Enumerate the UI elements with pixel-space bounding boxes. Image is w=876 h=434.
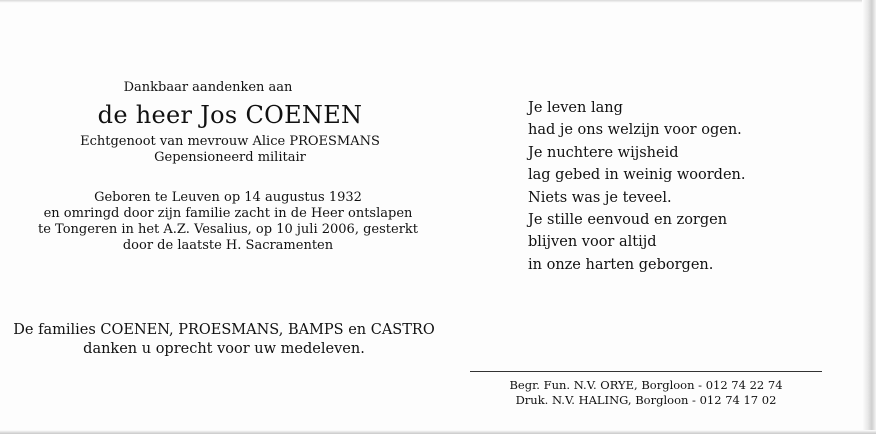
biography-line: en omringd door zijn familie zacht in de Heer ontslapen (43, 206, 413, 221)
biography-line: te Tongeren in het A.Z. Vesalius, op 10 juli 2006, gesterkt (37, 222, 419, 237)
scan-edge-right (862, 0, 876, 434)
scan-edge-bottom (0, 430, 876, 434)
poem-line: blijven voor altijd (528, 234, 657, 251)
poem-line: Je leven lang (528, 100, 623, 116)
families-thanks (0, 321, 454, 359)
intro-text: Dankbaar aandenken aan (123, 80, 293, 95)
poem-line: had je ons welzijn voor ogen. (528, 122, 742, 139)
printer-divider (470, 371, 822, 372)
poem-line: Niets was je teveel. (528, 189, 672, 206)
poem-line: in onze harten geborgen. (528, 256, 714, 273)
spouse-text: Echtgenoot van mevrouw Alice PROESMANS (80, 134, 380, 149)
families-line: De families COENEN, PROESMANS, BAMPS en CASTRO (13, 322, 435, 338)
printer-line: Druk. N.V. HALING, Borgloon - 012 74 17 02 (515, 393, 777, 407)
poem-line: Je stille eenvoud en zorgen (528, 211, 728, 228)
printer-line: Begr. Fun. N.V. ORYE, Borgloon - 012 74 22 74 (509, 378, 783, 392)
printer-credits (470, 378, 822, 408)
poem-line: lag gebed in weinig woorden. (528, 167, 746, 184)
deceased-name: de heer Jos COENEN (97, 101, 363, 129)
occupation-text: Gepensioneerd militair (154, 150, 306, 165)
scan-edge-top (0, 0, 876, 3)
poem-line: Je nuchtere wijsheid (528, 144, 679, 161)
poem (528, 97, 746, 276)
biography-line: door de laatste H. Sacramenten (122, 238, 334, 253)
families-line: danken u oprecht voor uw medeleven. (83, 341, 365, 357)
biography-line: Geboren te Leuven op 14 augustus 1932 (94, 190, 362, 205)
biography (0, 190, 458, 254)
